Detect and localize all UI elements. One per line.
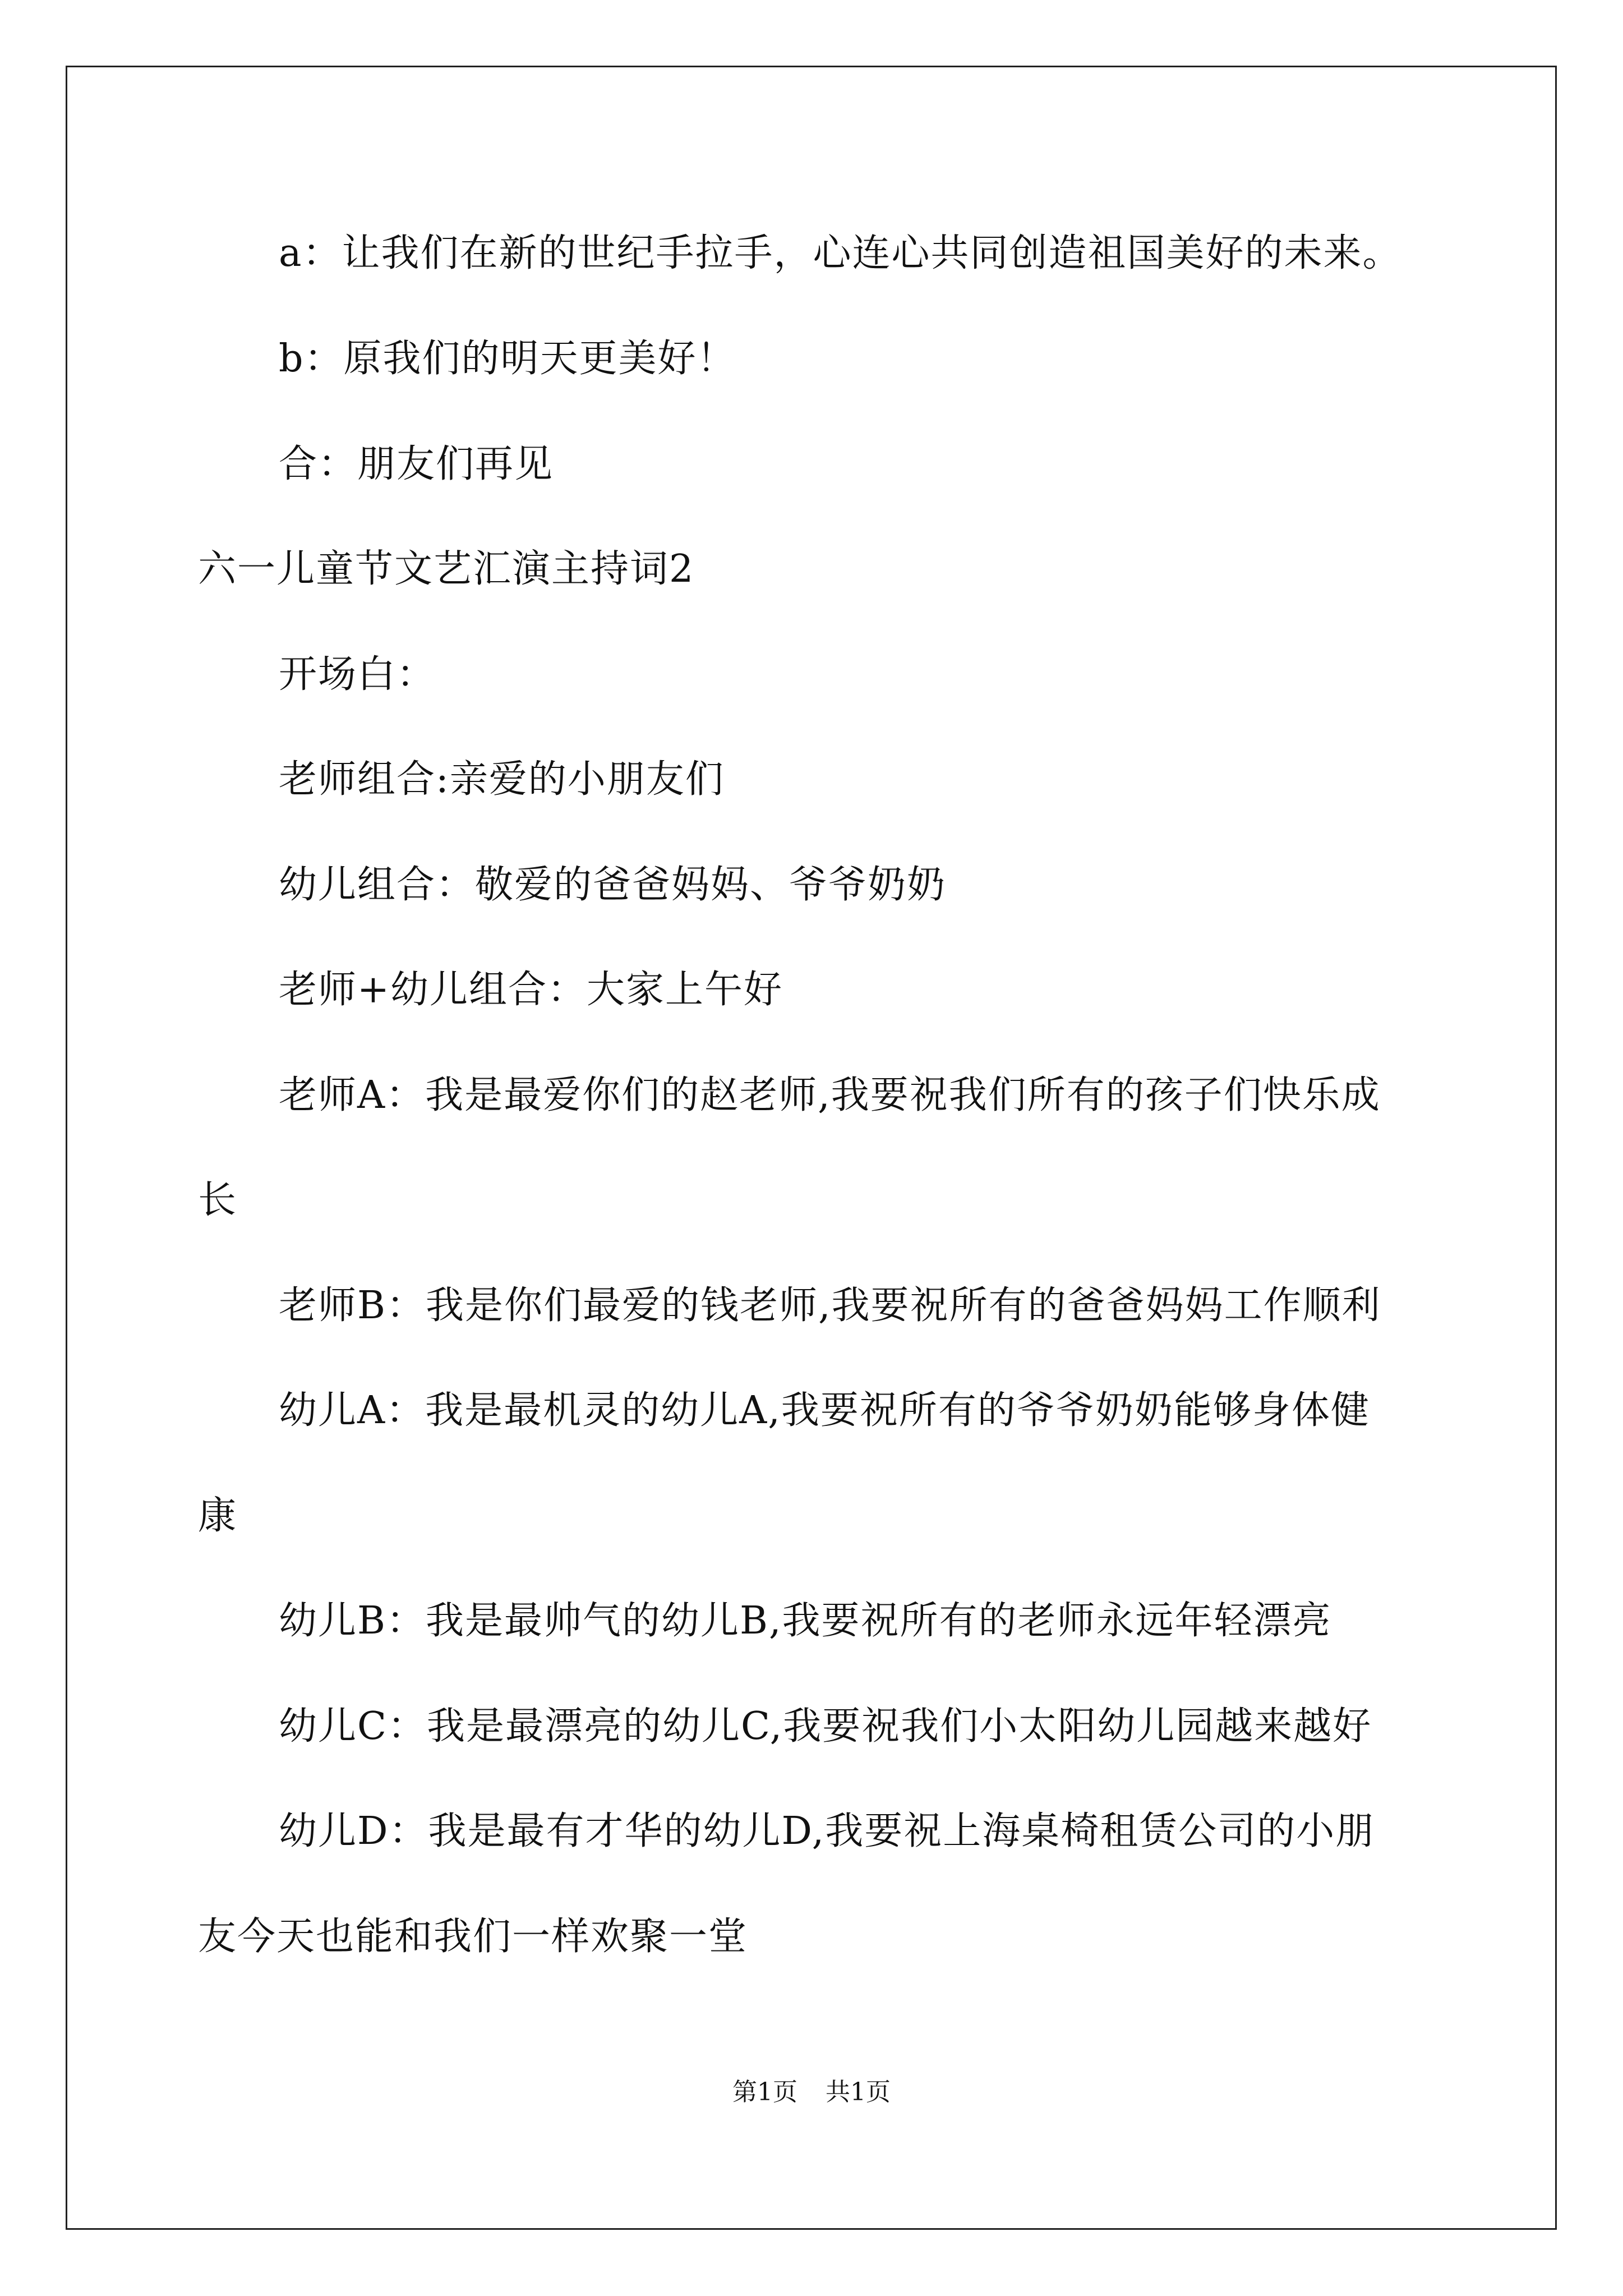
dialogue-line-b: b：原我们的明天更美好！ [279, 337, 736, 381]
dialogue-line-child-c: 幼儿C：我是最漂亮的幼儿C,我要祝我们小太阳幼儿园越来越好 [279, 1704, 1372, 1749]
dialogue-line-teacher-a: 老师A：我是最爱你们的赵老师,我要祝我们所有的孩子们快乐成 [279, 1073, 1381, 1117]
dialogue-line-teacher-b: 老师B：我是你们最爱的钱老师,我要祝所有的爸爸妈妈工作顺利 [279, 1283, 1381, 1328]
dialogue-line-teachers: 老师组合:亲爱的小朋友们 [279, 757, 725, 802]
dialogue-line-child-d-cont: 友今天也能和我们一样欢聚一堂 [198, 1915, 748, 1959]
dialogue-line-children: 幼儿组合：敬爱的爸爸妈妈、爷爷奶奶 [279, 863, 947, 907]
page-footer [0, 2076, 1623, 2109]
dialogue-line-teacher-a-cont: 长 [198, 1178, 238, 1222]
page-number: 第1页 [732, 2078, 797, 2106]
dialogue-line-child-a: 幼儿A：我是最机灵的幼儿A,我要祝所有的爷爷奶奶能够身体健 [279, 1388, 1370, 1433]
page-border [66, 66, 1557, 2230]
dialogue-line-child-b: 幼儿B：我是最帅气的幼儿B,我要祝所有的老师永远年轻漂亮 [279, 1599, 1332, 1643]
page-total: 共1页 [826, 2078, 891, 2106]
dialogue-line-together: 合：朋友们再见 [279, 442, 554, 486]
opening-label: 开场白： [279, 652, 436, 697]
dialogue-line-all: 老师+幼儿组合：大家上午好 [279, 968, 783, 1012]
dialogue-line-child-a-cont: 康 [198, 1494, 238, 1538]
dialogue-line-a: a：让我们在新的世纪手拉手，心连心共同创造祖国美好的未来。 [279, 231, 1402, 275]
dialogue-line-child-d: 幼儿D：我是最有才华的幼儿D,我要祝上海桌椅租赁公司的小朋 [279, 1809, 1375, 1853]
section-heading: 六一儿童节文艺汇演主持词2 [198, 547, 695, 591]
